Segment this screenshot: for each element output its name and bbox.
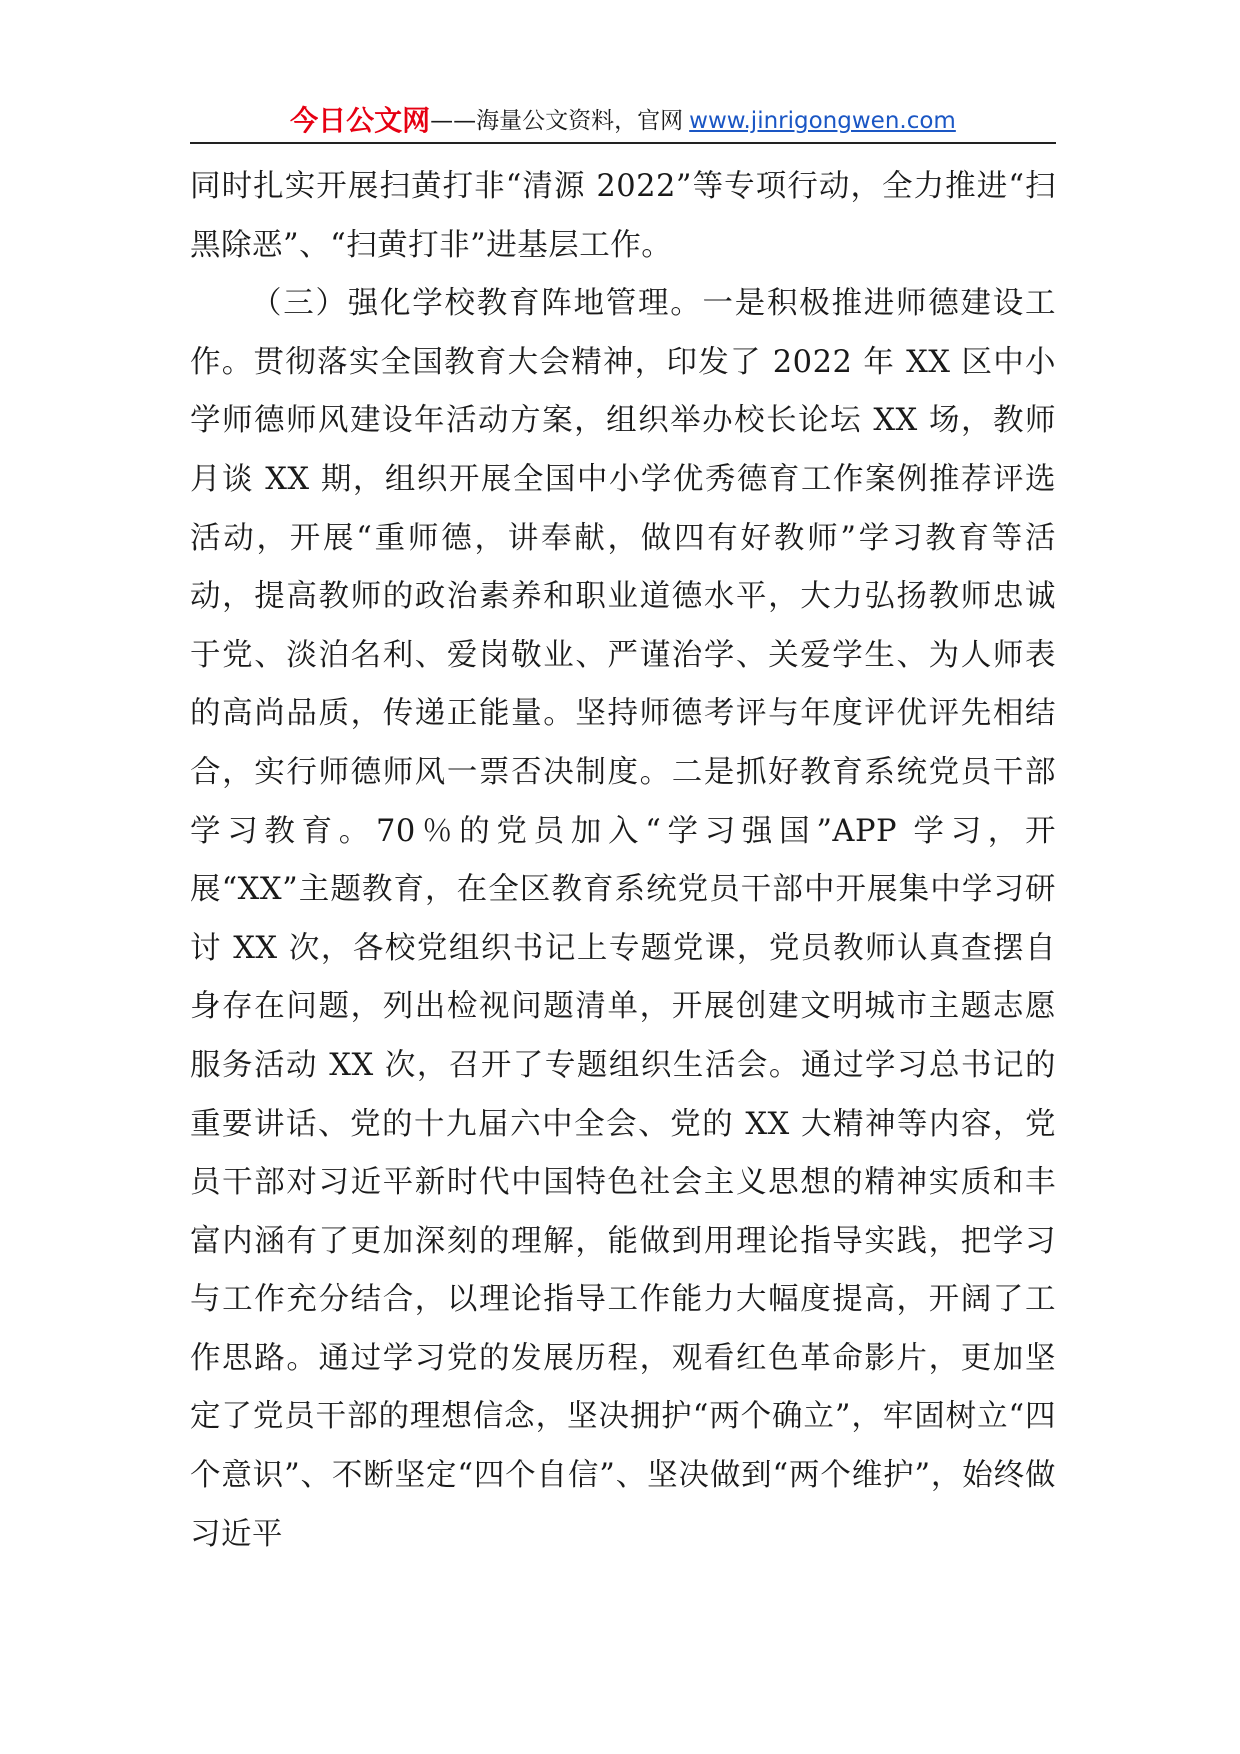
site-tagline: ——海量公文资料，官网 bbox=[430, 108, 684, 134]
page-header bbox=[190, 104, 1056, 144]
paragraph-continuation: 同时扎实开展扫黄打非“清源 2022”等专项行动，全力推进“扫黑除恶”、“扫黄打非”进基层工作。 bbox=[190, 169, 1056, 263]
paragraph-section-three: （三）强化学校教育阵地管理。一是积极推进师德建设工作。贯彻落实全国教育大会精神，印发了 2022 年 XX 区中小学师德师风建设年活动方案，组织举办校长论坛 XX 场，教师月谈 XX 期，组织开展全国中小学优秀德育工作案例推荐评选活动，开展“重师德，讲奉献，做四有好教师”学习教育等活动，提高教师的政治素养和职业道德水平，大力弘扬教师忠诚于党、淡泊名利、爱岗敬业、严谨治学、关爱学生、为人师表的高尚品质，传递正能量。坚持师德考评与年度评优评先相结合，实行师德师风一票否决制度。二是抓好教育系统党员干部学习教育。70％的党员加入“学习强国”APP 学习，开展“XX”主题教育，在全区教育系统党员干部中开展集中学习研讨 XX 次，各校党组织书记上专题党课，党员教师认真查摆自身存在问题，列出检视问题清单，开展创建文明城市主题志愿服务活动 XX 次，召开了专题组织生活会。通过学习总书记的重要讲话、党的十九届六中全会、党的 XX 大精神等内容，党员干部对习近平新时代中国特色社会主义思想的精神实质和丰富内涵有了更加深刻的理解，能做到用理论指导实践，把学习与工作充分结合，以理论指导工作能力大幅度提高，开阔了工作思路。通过学习党的发展历程，观看红色革命影片，更加坚定了党员干部的理想信念，坚决拥护“两个确立”，牢固树立“四个意识”、不断坚定“四个自信”、坚决做到“两个维护”，始终做习近平 bbox=[190, 286, 1056, 1552]
site-url-link[interactable]: www.jinrigongwen.com bbox=[689, 108, 956, 134]
site-brand: 今日公文网 bbox=[290, 104, 431, 137]
document-body bbox=[190, 158, 1056, 1564]
